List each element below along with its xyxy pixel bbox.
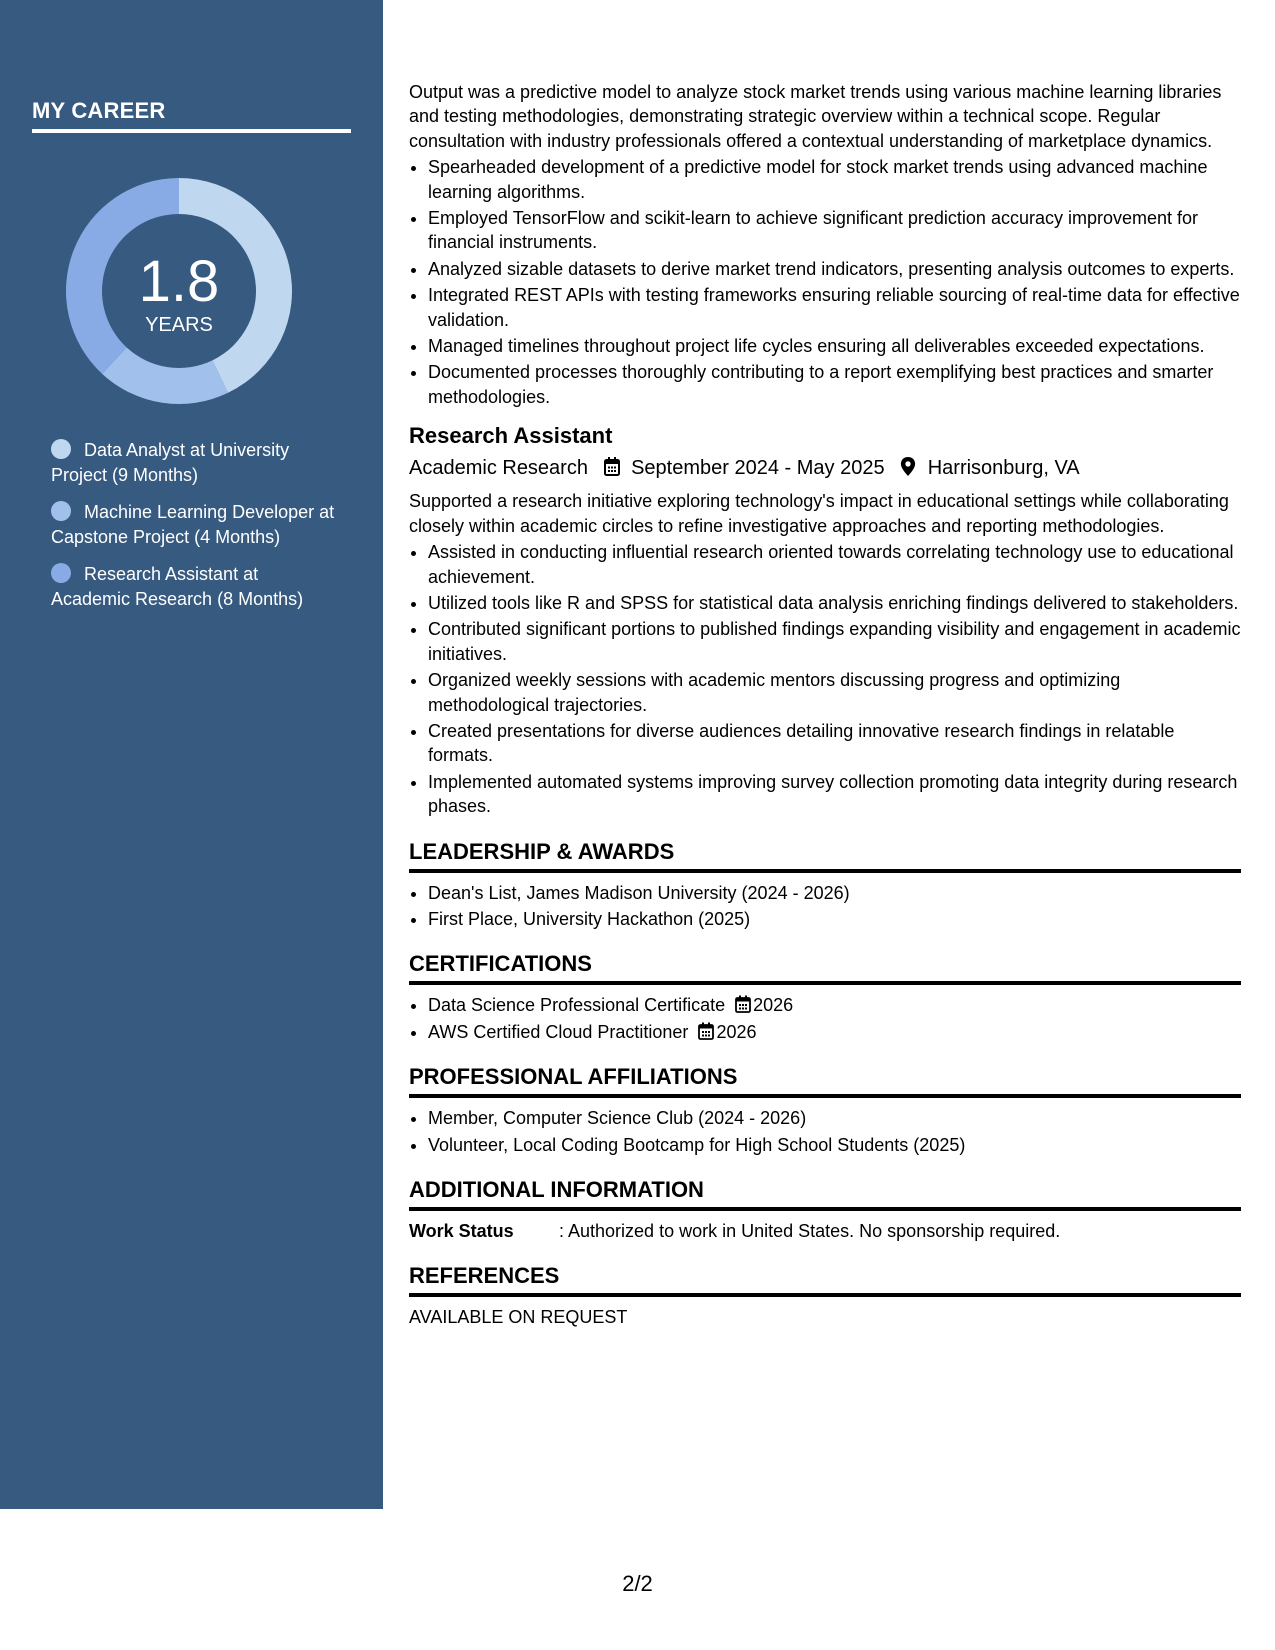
certification-year: 2026	[716, 1021, 757, 1042]
total-years-unit: YEARS	[145, 314, 213, 336]
job-summary: Output was a predictive model to analyze stock market trends using various machine learning libraries and testing methodologies, demonstrating strategic overview within a technical scope. Regular consultation with industry professionals offered a contextual understanding of marketplace dynamics.	[409, 82, 1222, 151]
calendar-icon	[698, 1022, 714, 1040]
job-meta	[409, 453, 1241, 483]
list-item: • Member, Computer Science Club (2024 - 2026)	[428, 1106, 1241, 1130]
job-bullets	[409, 540, 1241, 818]
certification-item	[428, 993, 1241, 1017]
legend-item	[51, 438, 341, 488]
donut-slice	[102, 347, 228, 404]
affiliations-list	[409, 1106, 1241, 1157]
section-heading-certifications: CERTIFICATIONS	[409, 949, 1241, 985]
job-company: Academic Research	[409, 457, 588, 480]
work-status-label: Work Status	[409, 1221, 514, 1241]
calendar-icon	[735, 995, 751, 1013]
work-status-row	[409, 1219, 1241, 1243]
list-item: • Organized weekly sessions with academic mentors discussing progress and optimizing methodological trajectories.	[428, 668, 1241, 717]
legend-dot	[51, 563, 71, 583]
list-item: • Contributed significant portions to published findings expanding visibility and engagement in academic initiatives.	[428, 617, 1241, 666]
job-location: Harrisonburg, VA	[927, 457, 1080, 480]
total-years-value: 1.8	[138, 249, 220, 314]
certification-name: Data Science Professional Certificate	[428, 995, 726, 1016]
references-text: AVAILABLE ON REQUEST	[409, 1307, 628, 1328]
list-item: • Analyzed sizable datasets to derive market trend indicators, presenting analysis outcomes to experts.	[428, 257, 1241, 281]
certifications-list	[409, 993, 1241, 1044]
list-item: • Documented processes thoroughly contributing to a report exemplifying best practices and smarter methodologies.	[428, 360, 1241, 409]
job-bullets	[409, 155, 1241, 409]
legend-item	[51, 500, 341, 550]
legend-dot	[51, 501, 71, 521]
certification-name: AWS Certified Cloud Practitioner	[428, 1021, 689, 1042]
list-item: • First Place, University Hackathon (2025)	[428, 907, 1241, 931]
legend-label: Machine Learning Developer at Capstone Project (4 Months)	[51, 502, 335, 547]
legend-dot	[51, 439, 71, 459]
legend-label: Data Analyst at University Project (9 Months)	[51, 440, 290, 485]
list-item: • Employed TensorFlow and scikit-learn to achieve significant prediction accuracy improvement for financial instruments.	[428, 206, 1241, 255]
job-summary: Supported a research initiative exploring technology's impact in educational settings while collaborating closely within academic circles to refine investigative approaches and reporting methodologies.	[409, 491, 1229, 536]
career-legend	[51, 438, 341, 624]
list-item: • Implemented automated systems improving survey collection promoting data integrity during research phases.	[428, 770, 1241, 819]
section-heading-leadership: LEADERSHIP & AWARDS	[409, 837, 1241, 873]
list-item: • Dean's List, James Madison University (2024 - 2026)	[428, 881, 1241, 905]
calendar-icon	[604, 457, 620, 476]
career-title-underline	[32, 129, 351, 133]
certification-item	[428, 1020, 1241, 1044]
job-title: Research Assistant	[409, 423, 613, 449]
job-dates: September 2024 - May 2025	[631, 457, 885, 480]
list-item: • Created presentations for diverse audiences detailing innovative research findings in relatable formats.	[428, 719, 1241, 768]
section-heading-affiliations: PROFESSIONAL AFFILIATIONS	[409, 1062, 1241, 1098]
list-item: • Integrated REST APIs with testing frameworks ensuring reliable sourcing of real-time data for effective validation.	[428, 283, 1241, 332]
page-number: 2/2	[622, 1571, 653, 1596]
legend-label: Research Assistant at Academic Research (8 Months)	[51, 564, 304, 609]
list-item: • Utilized tools like R and SPSS for statistical data analysis enriching findings delivered to stakeholders.	[428, 591, 1241, 615]
list-item: • Spearheaded development of a predictive model for stock market trends using advanced machine learning algorithms.	[428, 155, 1241, 204]
certification-year: 2026	[753, 995, 794, 1016]
list-item: • Assisted in conducting influential research oriented towards correlating technology use to educational achievement.	[428, 540, 1241, 589]
career-sidebar	[0, 0, 383, 1509]
section-heading-additional-info: ADDITIONAL INFORMATION	[409, 1175, 1241, 1211]
location-pin-icon	[900, 457, 916, 476]
list-item: • Managed timelines throughout project life cycles ensuring all deliverables exceeded expectations.	[428, 334, 1241, 358]
career-title: MY CAREER	[32, 98, 166, 123]
work-status-value: : Authorized to work in United States. No sponsorship required.	[559, 1221, 1061, 1241]
section-heading-references: REFERENCES	[409, 1261, 1241, 1297]
career-donut-chart	[66, 178, 292, 404]
leadership-list	[409, 881, 1241, 932]
legend-item	[51, 562, 341, 612]
resume-main-column	[409, 80, 1241, 1330]
list-item: • Volunteer, Local Coding Bootcamp for High School Students (2025)	[428, 1133, 1241, 1157]
